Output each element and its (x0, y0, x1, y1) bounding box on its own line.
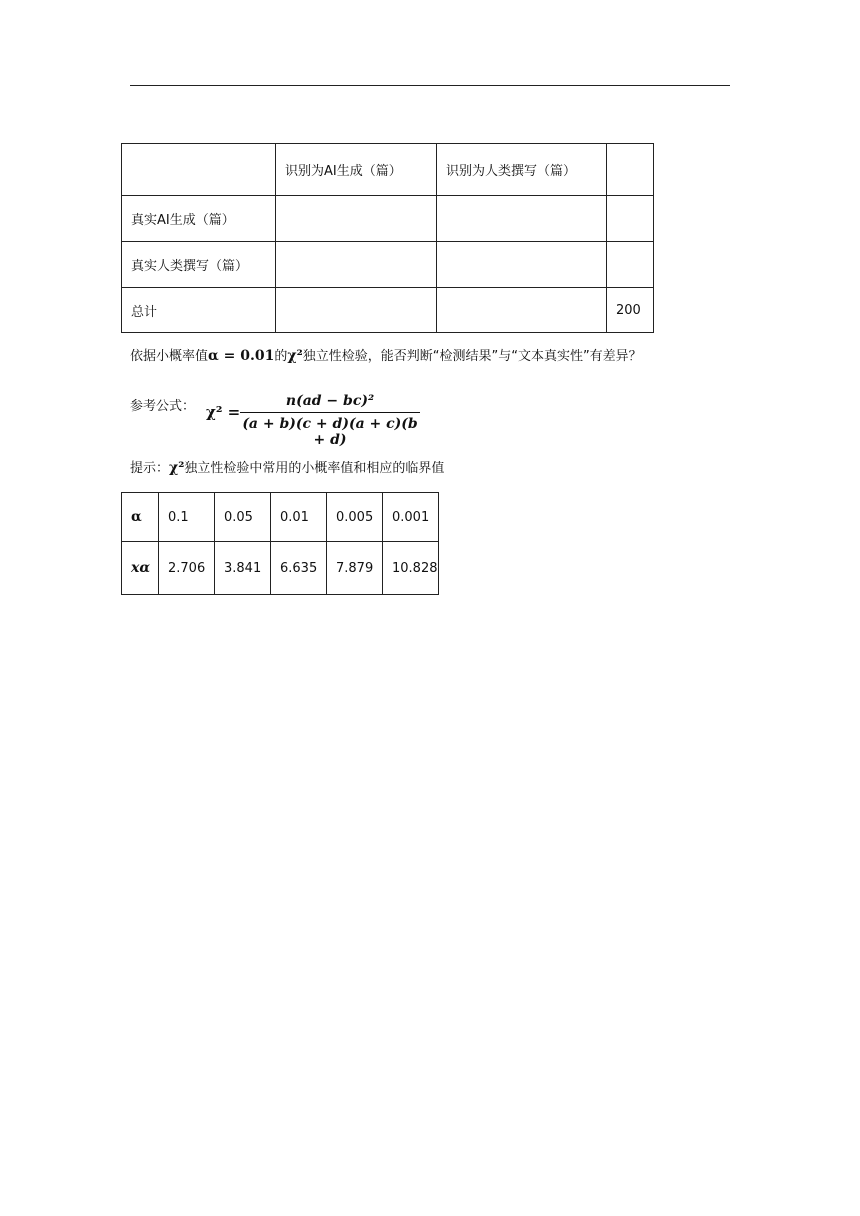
formula-fraction (240, 393, 420, 448)
critical-value: 6.635 (271, 542, 327, 595)
table-cell (437, 242, 607, 288)
alpha-header: α (122, 493, 159, 542)
table-cell (607, 242, 654, 288)
table-cell (122, 144, 276, 196)
table-header-cell: 识别为人类撰写（篇） (437, 144, 607, 196)
question-suffix: 独立性检验，能否判断“检测结果”与“文本真实性”有差异？ (302, 349, 642, 364)
question-prefix: 依据小概率值 (130, 349, 209, 364)
row-label: 总计 (122, 288, 276, 333)
table-cell (276, 242, 437, 288)
table-row (122, 288, 654, 333)
table-row (122, 196, 654, 242)
formula-lhs: χ² = (206, 403, 241, 421)
table-row (122, 242, 654, 288)
table-cell (276, 196, 437, 242)
table-cell (437, 196, 607, 242)
critical-value: 3.841 (215, 542, 271, 595)
total-cell: 200 (607, 288, 654, 333)
question-text: 依据小概率值α = 0.01的χ²独立性检验，能否判断“检测结果”与“文本真实性”有差异？ (130, 348, 642, 364)
contingency-table (121, 143, 654, 333)
critical-value: 7.879 (327, 542, 383, 595)
critical-value-table (121, 492, 439, 595)
alpha-expression: α = 0.01 (208, 348, 275, 364)
row-label: 真实人类撰写（篇） (122, 242, 276, 288)
table-cell (437, 288, 607, 333)
alpha-value: 0.1 (159, 493, 215, 542)
header-rule (130, 85, 730, 86)
alpha-value: 0.05 (215, 493, 271, 542)
row-label: 真实AI生成（篇） (122, 196, 276, 242)
hint-text (130, 457, 444, 476)
chi-square-symbol: χ² (287, 348, 303, 364)
formula-denominator: (a + b)(c + d)(a + c)(b + d) (242, 416, 418, 448)
table-cell (276, 288, 437, 333)
table-row (122, 493, 439, 542)
alpha-value: 0.01 (271, 493, 327, 542)
table-row (122, 144, 654, 196)
table-row (122, 542, 439, 595)
table-cell (607, 144, 654, 196)
critical-value: 10.828 (383, 542, 439, 595)
alpha-value: 0.005 (327, 493, 383, 542)
table-header-cell: 识别为AI生成（篇） (276, 144, 437, 196)
formula-numerator: n(ad − bc)² (285, 393, 375, 409)
fraction-bar (240, 412, 420, 413)
x-alpha-header: xα (122, 542, 159, 595)
alpha-value: 0.001 (383, 493, 439, 542)
hint-body: 独立性检验中常用的小概率值和相应的临界值 (184, 461, 445, 476)
hint-prefix: 提示： (130, 461, 170, 476)
chi-square-symbol: χ² (169, 460, 185, 476)
formula-label: 参考公式： (130, 399, 196, 414)
critical-value: 2.706 (159, 542, 215, 595)
table-cell (607, 196, 654, 242)
